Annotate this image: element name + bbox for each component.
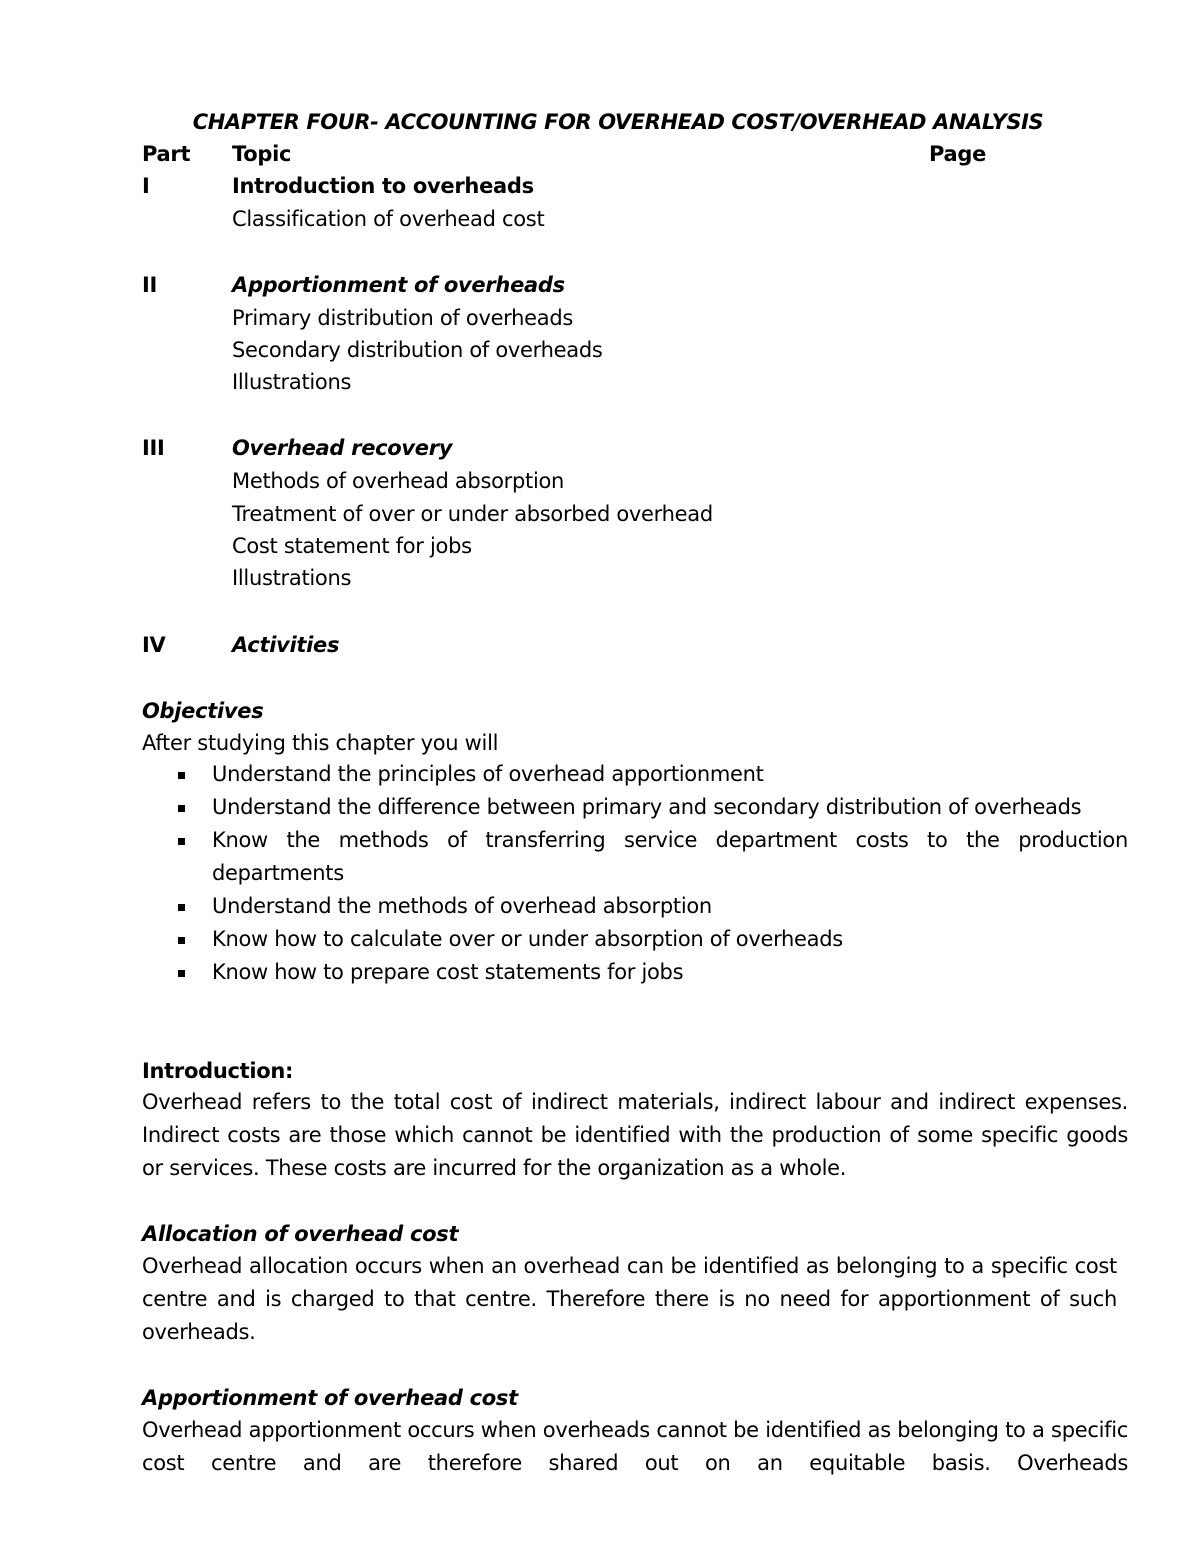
- bullet-icon: [178, 805, 185, 812]
- toc-item: Classification of overhead cost: [232, 207, 545, 231]
- allocation-heading: Allocation of overhead cost: [142, 1222, 459, 1246]
- apportionment-text: Overhead apportionment occurs when overheads cannot be identified as belonging to a specific cost centre and are therefore shared out on an equitable basis. Overheads: [142, 1418, 1128, 1475]
- toc-header: [142, 140, 1092, 168]
- toc-part-number: I: [142, 174, 150, 198]
- chapter-title: CHAPTER FOUR- ACCOUNTING FOR OVERHEAD COST/OVERHEAD ANALYSIS: [192, 110, 1044, 134]
- toc-part-heading: Introduction to overheads: [232, 174, 534, 198]
- bullet-icon: [178, 937, 185, 944]
- objectives-heading: Objectives: [142, 699, 264, 723]
- introduction-text: Overhead refers to the total cost of indirect materials, indirect labour and indirect expenses. Indirect costs are those which cannot be identified with the production of some specific goods or services. These costs are incurred for the organization as a whole.: [142, 1090, 1128, 1180]
- list-item: Know the methods of transferring service department costs to the production departments: [142, 824, 1128, 890]
- list-item: Know how to prepare cost statements for jobs: [142, 956, 1128, 989]
- toc-part-number: II: [142, 273, 158, 297]
- toc-item: Illustrations: [232, 370, 352, 394]
- allocation-text: Overhead allocation occurs when an overhead can be identified as belonging to a specific cost centre and is charged to that centre. Therefore there is no need for apportionment of such overheads.: [142, 1254, 1117, 1344]
- bullet-icon: [178, 904, 185, 911]
- toc-item: Primary distribution of overheads: [232, 306, 574, 330]
- toc-item: Secondary distribution of overheads: [232, 338, 603, 362]
- objectives-intro: After studying this chapter you will: [142, 731, 499, 755]
- bullet-icon: [178, 970, 185, 977]
- toc-item: Illustrations: [232, 566, 352, 590]
- list-item: Understand the difference between primary and secondary distribution of overheads: [142, 791, 1128, 824]
- objectives-list: [142, 758, 1128, 989]
- toc-part-ii: [142, 271, 1092, 299]
- toc-item: Methods of overhead absorption: [232, 469, 565, 493]
- toc-header-part: Part: [142, 142, 191, 166]
- toc-item: Cost statement for jobs: [232, 534, 472, 558]
- list-item: Know how to calculate over or under absorption of overheads: [142, 923, 1128, 956]
- apportionment-heading: Apportionment of overhead cost: [142, 1386, 518, 1410]
- toc-part-i: [142, 172, 1092, 200]
- toc-part-number: IV: [142, 633, 166, 657]
- toc-part-heading: Activities: [232, 633, 340, 657]
- toc-header-page: Page: [929, 142, 987, 166]
- bullet-icon: [178, 772, 185, 779]
- list-item: Understand the methods of overhead absorption: [142, 890, 1128, 923]
- toc-part-iii: [142, 434, 1092, 462]
- toc-part-iv: [142, 631, 1092, 659]
- toc-header-topic: Topic: [232, 142, 292, 166]
- toc-part-number: III: [142, 436, 165, 460]
- list-item: Understand the principles of overhead apportionment: [142, 758, 1128, 791]
- toc-part-heading: Overhead recovery: [232, 436, 453, 460]
- toc-part-heading: Apportionment of overheads: [232, 273, 565, 297]
- introduction-heading: Introduction:: [142, 1059, 294, 1083]
- bullet-icon: [178, 838, 185, 845]
- toc-item: Treatment of over or under absorbed overhead: [232, 502, 713, 526]
